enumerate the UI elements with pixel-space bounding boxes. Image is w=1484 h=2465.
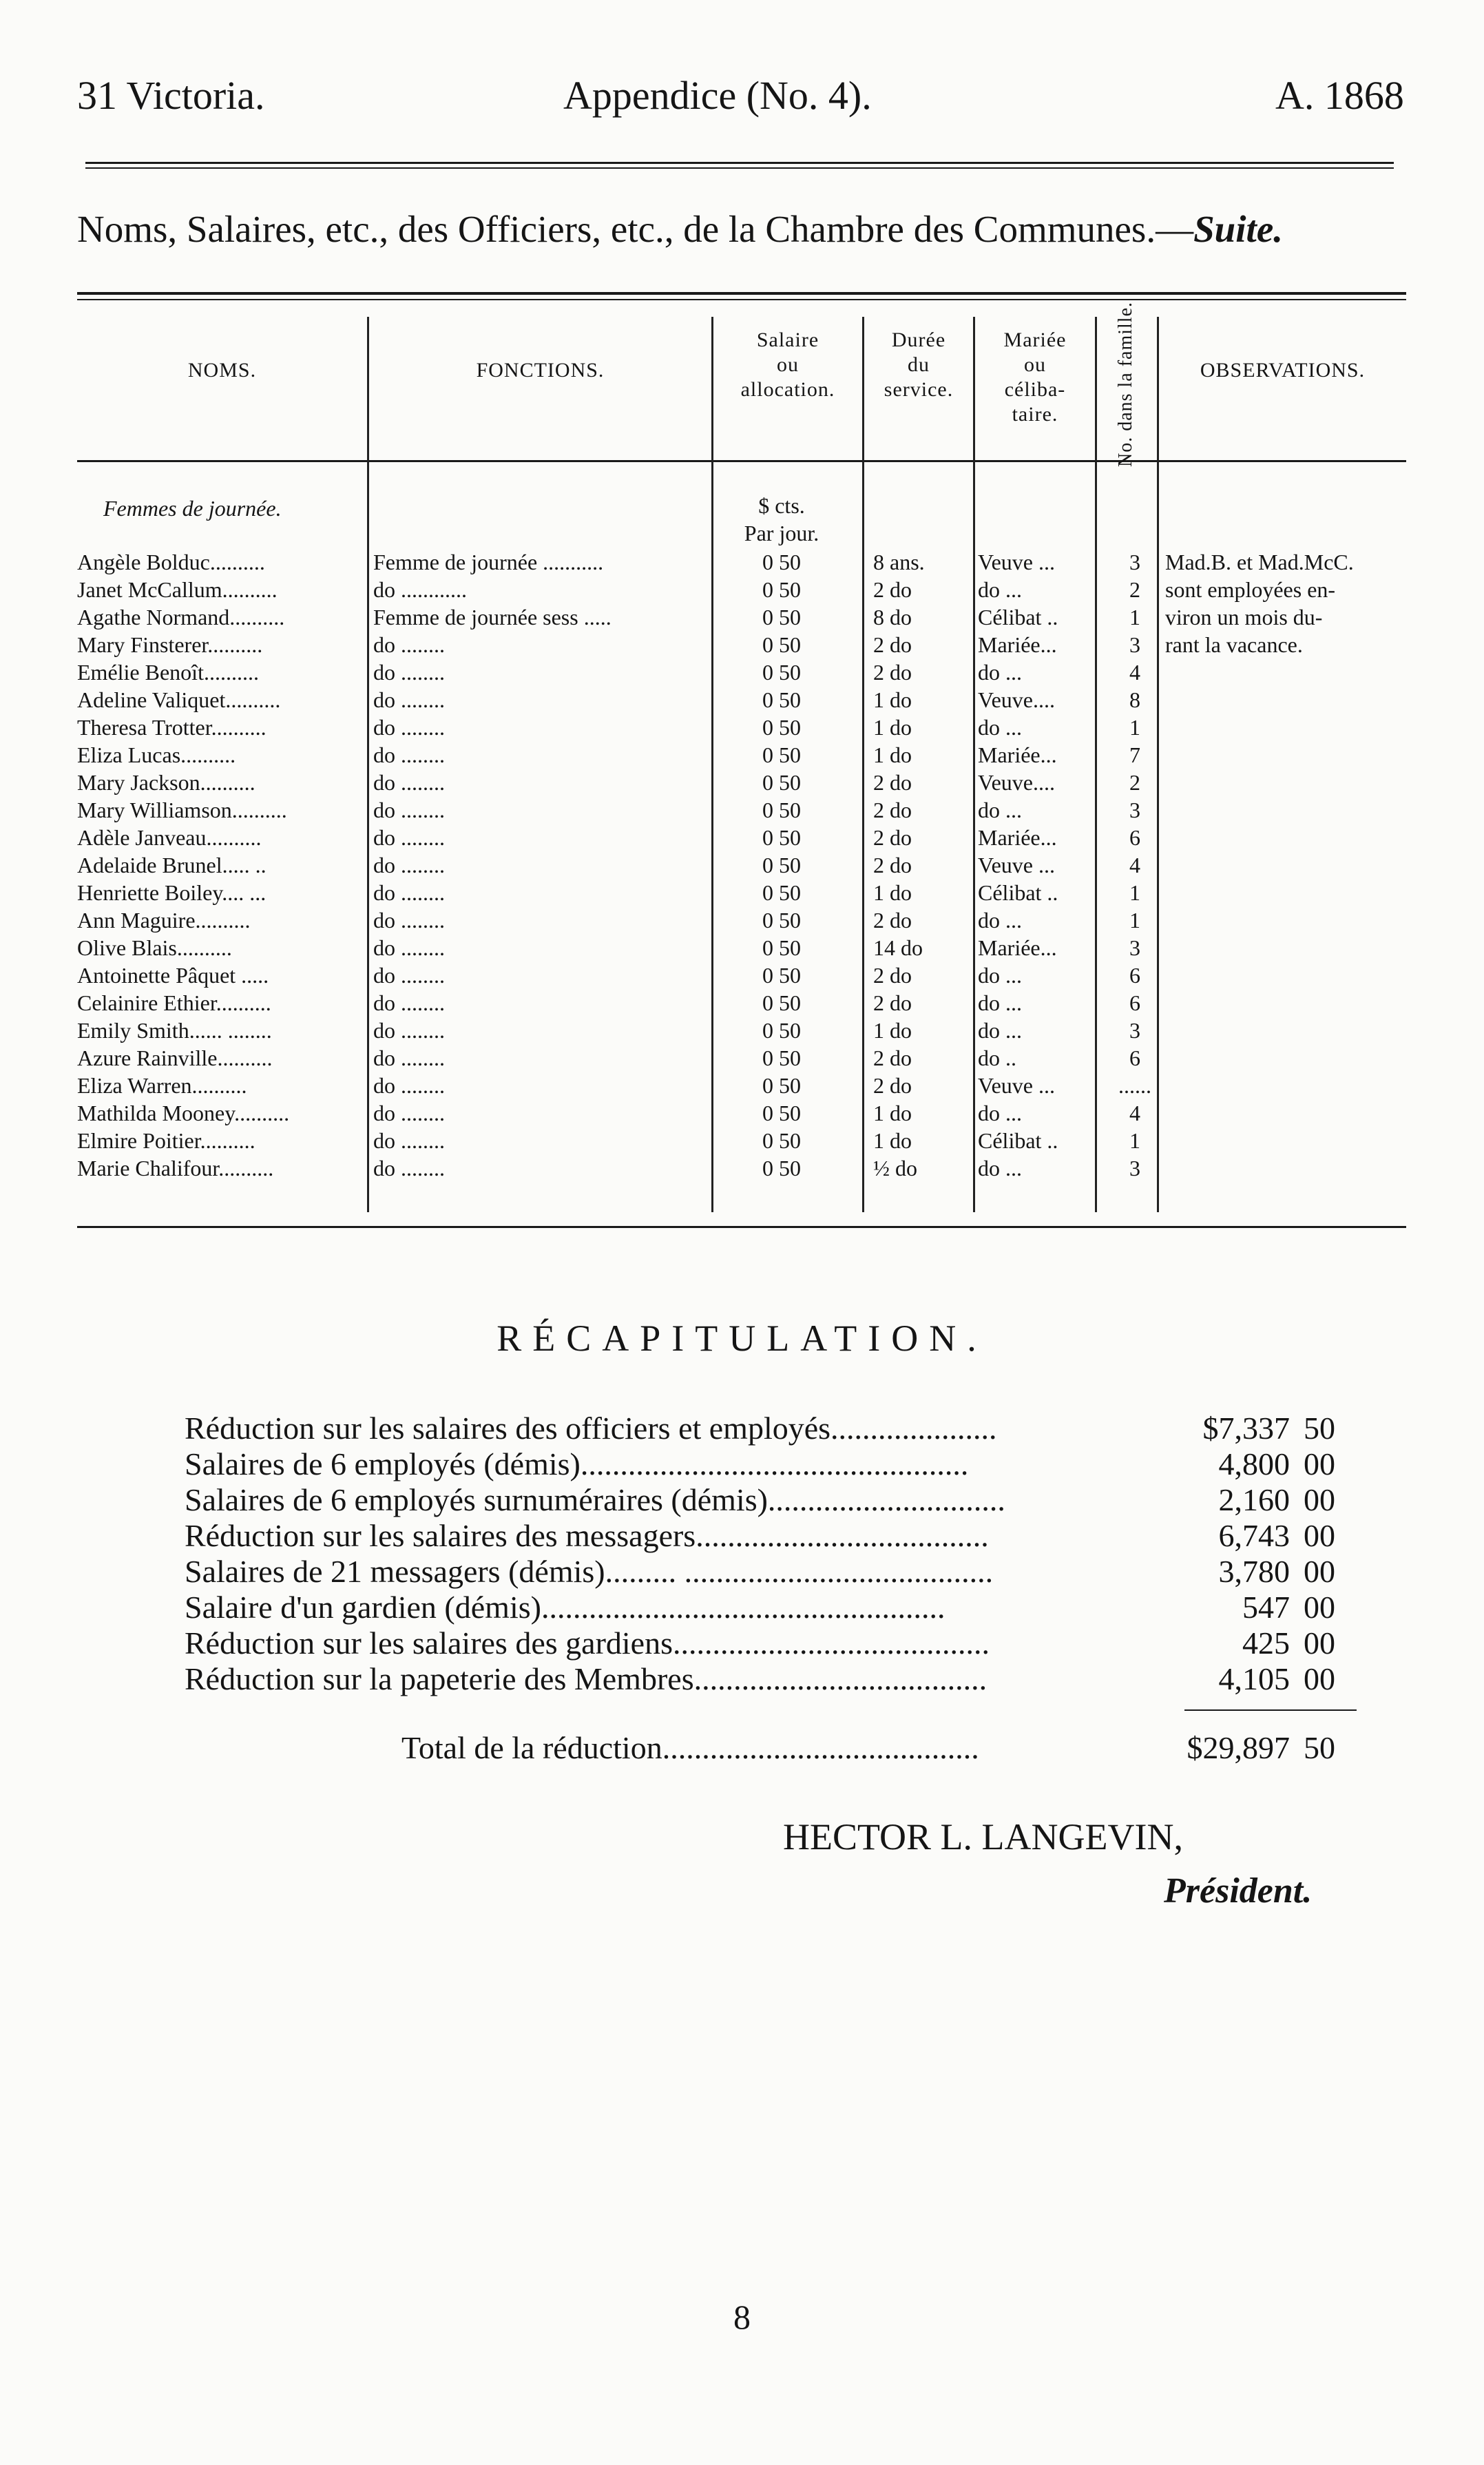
cell-nom: Eliza Lucas.......... (77, 742, 236, 767)
cell-nom: Theresa Trotter.......... (77, 715, 267, 740)
cell-etat: Mariée... (978, 742, 1057, 767)
cell-etat: do ... (978, 1101, 1022, 1125)
cell-nom: Ann Maguire.......... (77, 908, 251, 933)
cell-duree: 2 do (873, 577, 912, 602)
cell-salaire: 0 50 (762, 550, 801, 574)
recap-line-cents: 00 (1304, 1590, 1335, 1625)
recap-line (185, 1446, 1355, 1482)
col-header-mariee-line-1: Mariée (1003, 329, 1067, 351)
cell-etat: do ... (978, 990, 1022, 1015)
cell-fonction: do ........ (373, 1073, 445, 1098)
page-number: 8 (733, 2298, 751, 2336)
table-row (0, 1127, 1484, 1154)
observation-line-4: rant la vacance. (1165, 632, 1303, 657)
table-row (0, 796, 1484, 824)
col-header-duree-line-3: service. (884, 378, 954, 401)
cell-nom: Janet McCallum.......... (77, 577, 278, 602)
cell-famille: 4 (1129, 1101, 1140, 1125)
cell-nom: Antoinette Pâquet ..... (77, 963, 269, 988)
observation-line-1: Mad.B. et Mad.McC. (1165, 550, 1354, 574)
cell-nom: Mathilda Mooney.......... (77, 1101, 290, 1125)
cell-etat: Mariée... (978, 935, 1057, 960)
cell-etat: Mariée... (978, 632, 1057, 657)
cell-salaire: 0 50 (762, 853, 801, 877)
cell-duree: 1 do (873, 687, 912, 712)
table-row (0, 1044, 1484, 1072)
cell-duree: 1 do (873, 880, 912, 905)
table-row (0, 769, 1484, 796)
recap-line (185, 1661, 1355, 1697)
cell-fonction: do ........ (373, 687, 445, 712)
cell-salaire: 0 50 (762, 880, 801, 905)
recap-line-cents: 50 (1304, 1411, 1335, 1446)
table-row (0, 686, 1484, 714)
observation-line-3: viron un mois du- (1165, 605, 1323, 630)
cell-salaire: 0 50 (762, 742, 801, 767)
cell-fonction: do ........ (373, 825, 445, 850)
cell-famille: 1 (1129, 715, 1140, 740)
cell-famille: 3 (1129, 798, 1140, 822)
cell-salaire: 0 50 (762, 990, 801, 1015)
cell-nom: Mary Williamson.......... (77, 798, 287, 822)
cell-salaire: 0 50 (762, 770, 801, 795)
section-label: Femmes de journée. (103, 496, 282, 521)
recap-line (185, 1482, 1355, 1518)
table-rule-top (77, 292, 1406, 295)
cell-nom: Adelaide Brunel..... .. (77, 853, 267, 877)
recap-line-label: Salaire d'un gardien (démis)................................................... (185, 1590, 945, 1625)
cell-etat: Veuve ... (978, 1073, 1055, 1098)
cell-etat: do ... (978, 798, 1022, 822)
cell-duree: 2 do (873, 990, 912, 1015)
cell-duree: 2 do (873, 798, 912, 822)
cell-famille: 1 (1129, 605, 1140, 630)
cell-duree: 2 do (873, 770, 912, 795)
cell-etat: do ... (978, 963, 1022, 988)
recap-line-cents: 00 (1304, 1625, 1335, 1661)
table-row (0, 934, 1484, 961)
recap-line-label: Salaires de 6 employés (démis)................................................. (185, 1446, 969, 1481)
cell-famille: 2 (1129, 770, 1140, 795)
header-rule-bottom (85, 167, 1394, 169)
recap-line-amount: 4,800 (1218, 1446, 1290, 1481)
table-row (0, 658, 1484, 686)
cell-etat: do ... (978, 1018, 1022, 1043)
cell-salaire: 0 50 (762, 825, 801, 850)
cell-famille: 3 (1129, 1156, 1140, 1181)
running-header-right: A. 1868 (1275, 73, 1404, 118)
cell-famille: 1 (1129, 908, 1140, 933)
col-header-mariee-line-2: ou (1024, 353, 1046, 376)
signature-name: HECTOR L. LANGEVIN, (783, 1816, 1183, 1858)
cell-etat: Veuve.... (978, 687, 1055, 712)
table-rule-top-inner (77, 299, 1406, 300)
page-subtitle (77, 207, 1283, 252)
recap-line-cents: 00 (1304, 1482, 1335, 1517)
recap-line-label: Salaires de 21 messagers (démis)......... ....................................... (185, 1554, 994, 1589)
cell-duree: ½ do (873, 1156, 917, 1181)
recap-line-amount: 2,160 (1218, 1482, 1290, 1517)
recap-line-label: Réduction sur les salaires des messagers..................................... (185, 1518, 989, 1553)
total-rule (1184, 1709, 1357, 1711)
cell-famille: ...... (1118, 1073, 1151, 1098)
recap-line (185, 1590, 1355, 1625)
cell-famille: 7 (1129, 742, 1140, 767)
recap-line-label: Salaires de 6 employés surnuméraires (démis).............................. (185, 1482, 1005, 1517)
cell-fonction: do ........ (373, 1046, 445, 1070)
recap-title: RÉCAPITULATION. (497, 1318, 987, 1359)
cell-famille: 8 (1129, 687, 1140, 712)
subtitle-text: Noms, Salaires, etc., des Officiers, etc., de la Chambre des Communes.— (77, 208, 1194, 250)
cell-nom: Henriette Boiley.... ... (77, 880, 267, 905)
recap-total-cents: 50 (1304, 1730, 1335, 1765)
cell-etat: do ... (978, 660, 1022, 685)
cell-famille: 1 (1129, 880, 1140, 905)
cell-etat: Veuve.... (978, 770, 1055, 795)
cell-fonction: do ........ (373, 770, 445, 795)
recap-line (185, 1518, 1355, 1554)
cell-salaire: 0 50 (762, 1073, 801, 1098)
cell-nom: Marie Chalifour.......... (77, 1156, 274, 1181)
running-header-center: Appendice (No. 4). (563, 73, 872, 118)
cell-nom: Celainire Ethier.......... (77, 990, 271, 1015)
cell-fonction: do ........ (373, 1018, 445, 1043)
cell-fonction: do ........ (373, 742, 445, 767)
table-row (0, 879, 1484, 906)
table-row (0, 1099, 1484, 1127)
cell-famille: 6 (1129, 990, 1140, 1015)
cell-duree: 1 do (873, 715, 912, 740)
cell-salaire: 0 50 (762, 1128, 801, 1153)
recap-total-amount: $29,897 (1187, 1730, 1290, 1765)
cell-fonction: do ........ (373, 1128, 445, 1153)
cell-duree: 8 do (873, 605, 912, 630)
cell-duree: 2 do (873, 660, 912, 685)
cell-etat: Veuve ... (978, 550, 1055, 574)
cell-fonction: do ........ (373, 715, 445, 740)
cell-famille: 6 (1129, 1046, 1140, 1070)
recap-line-label: Réduction sur les salaires des gardiens........................................ (185, 1625, 990, 1661)
cell-famille: 4 (1129, 660, 1140, 685)
col-header-salaire-line-2: ou (777, 353, 799, 376)
col-header-mariee-line-3: céliba- (1004, 378, 1066, 401)
table-rule-bottom (77, 1226, 1406, 1228)
recap-line-amount: $7,337 (1202, 1411, 1290, 1446)
cell-nom: Mary Jackson.......... (77, 770, 255, 795)
recap-line-label: Réduction sur les salaires des officiers et employés..................... (185, 1411, 997, 1446)
cell-salaire: 0 50 (762, 935, 801, 960)
table-row (0, 906, 1484, 934)
cell-nom: Emily Smith...... ........ (77, 1018, 272, 1043)
salary-unit: $ cts. (758, 493, 805, 518)
cell-etat: Célibat .. (978, 1128, 1058, 1153)
table-row (0, 851, 1484, 879)
recap-line (185, 1411, 1355, 1446)
cell-duree: 8 ans. (873, 550, 925, 574)
col-header-duree-line-2: du (908, 353, 930, 376)
cell-nom: Emélie Benoît.......... (77, 660, 259, 685)
cell-etat: do ... (978, 577, 1022, 602)
cell-nom: Olive Blais.......... (77, 935, 232, 960)
col-header-fonctions: FONCTIONS. (476, 359, 605, 382)
cell-fonction: do ........ (373, 660, 445, 685)
table-rule-header (77, 460, 1406, 462)
cell-duree: 1 do (873, 1101, 912, 1125)
signature-title: Président. (1164, 1871, 1313, 1911)
cell-fonction: Femme de journée sess ..... (373, 605, 612, 630)
salary-period: Par jour. (744, 521, 819, 545)
recap-line (185, 1625, 1355, 1661)
cell-famille: 1 (1129, 1128, 1140, 1153)
recap-total (185, 1730, 1355, 1766)
recap-line-amount: 425 (1242, 1625, 1290, 1661)
recap-line-cents: 00 (1304, 1446, 1335, 1481)
table-row (0, 1017, 1484, 1044)
cell-nom: Adèle Janveau.......... (77, 825, 262, 850)
cell-etat: Célibat .. (978, 880, 1058, 905)
cell-etat: Mariée... (978, 825, 1057, 850)
cell-duree: 1 do (873, 1018, 912, 1043)
table-row (0, 741, 1484, 769)
cell-fonction: do ........ (373, 1156, 445, 1181)
cell-duree: 2 do (873, 1073, 912, 1098)
cell-fonction: do ........ (373, 990, 445, 1015)
cell-fonction: do ........ (373, 935, 445, 960)
table-row (0, 1072, 1484, 1099)
recap-line-amount: 6,743 (1218, 1518, 1290, 1553)
recap-line-cents: 00 (1304, 1554, 1335, 1589)
cell-salaire: 0 50 (762, 908, 801, 933)
recap-line-amount: 4,105 (1218, 1661, 1290, 1696)
cell-duree: 2 do (873, 825, 912, 850)
cell-fonction: do ........ (373, 632, 445, 657)
cell-etat: Veuve ... (978, 853, 1055, 877)
cell-fonction: do ........ (373, 963, 445, 988)
cell-fonction: do ........ (373, 1101, 445, 1125)
recap-total-label: Total de la réduction........................................ (401, 1730, 979, 1765)
cell-salaire: 0 50 (762, 577, 801, 602)
recap-line-cents: 00 (1304, 1661, 1335, 1696)
cell-etat: do ... (978, 715, 1022, 740)
cell-salaire: 0 50 (762, 963, 801, 988)
cell-duree: 2 do (873, 853, 912, 877)
table-row (0, 824, 1484, 851)
cell-nom: Adeline Valiquet.......... (77, 687, 281, 712)
col-header-duree-line-1: Durée (891, 329, 946, 351)
running-header-left: 31 Victoria. (77, 73, 265, 118)
cell-fonction: Femme de journée ........... (373, 550, 604, 574)
cell-famille: 6 (1129, 825, 1140, 850)
observation-line-2: sont employées en- (1165, 577, 1336, 602)
recap-line-amount: 547 (1242, 1590, 1290, 1625)
col-header-mariee (975, 328, 1095, 427)
cell-duree: 2 do (873, 1046, 912, 1070)
table-row (0, 989, 1484, 1017)
cell-fonction: do ........ (373, 853, 445, 877)
cell-famille: 3 (1129, 935, 1140, 960)
cell-salaire: 0 50 (762, 1101, 801, 1125)
cell-famille: 4 (1129, 853, 1140, 877)
col-header-noms: NOMS. (187, 359, 257, 382)
cell-fonction: do ........ (373, 798, 445, 822)
cell-etat: do ... (978, 1156, 1022, 1181)
cell-nom: Angèle Bolduc.......... (77, 550, 265, 574)
cell-famille: 2 (1129, 577, 1140, 602)
cell-salaire: 0 50 (762, 1018, 801, 1043)
cell-fonction: do ........ (373, 880, 445, 905)
col-header-salaire-line-3: allocation. (740, 378, 835, 401)
col-header-famille: No. dans la famille. (1115, 301, 1136, 468)
col-header-salaire-line-1: Salaire (756, 329, 819, 351)
cell-duree: 1 do (873, 742, 912, 767)
cell-duree: 2 do (873, 908, 912, 933)
recap-line-amount: 3,780 (1218, 1554, 1290, 1589)
recap-line (185, 1554, 1355, 1590)
cell-duree: 2 do (873, 963, 912, 988)
cell-nom: Eliza Warren.......... (77, 1073, 247, 1098)
table-row (0, 961, 1484, 989)
cell-famille: 3 (1129, 1018, 1140, 1043)
cell-salaire: 0 50 (762, 1156, 801, 1181)
cell-salaire: 0 50 (762, 715, 801, 740)
table-row (0, 1154, 1484, 1182)
cell-salaire: 0 50 (762, 632, 801, 657)
header-rule-top (85, 162, 1394, 164)
col-header-observations: OBSERVATIONS. (1200, 359, 1366, 382)
col-header-salaire (713, 328, 862, 402)
cell-etat: do ... (978, 908, 1022, 933)
cell-salaire: 0 50 (762, 798, 801, 822)
cell-salaire: 0 50 (762, 660, 801, 685)
cell-famille: 3 (1129, 632, 1140, 657)
cell-fonction: do ............ (373, 577, 467, 602)
recap-line-cents: 00 (1304, 1518, 1335, 1553)
cell-salaire: 0 50 (762, 1046, 801, 1070)
cell-salaire: 0 50 (762, 605, 801, 630)
cell-famille: 3 (1129, 550, 1140, 574)
cell-etat: Célibat .. (978, 605, 1058, 630)
cell-nom: Elmire Poitier.......... (77, 1128, 255, 1153)
cell-salaire: 0 50 (762, 687, 801, 712)
cell-nom: Agathe Normand.......... (77, 605, 285, 630)
cell-nom: Azure Rainville.......... (77, 1046, 273, 1070)
subtitle-suite: Suite. (1193, 208, 1283, 250)
table-row (0, 714, 1484, 741)
cell-nom: Mary Finsterer.......... (77, 632, 263, 657)
cell-etat: do .. (978, 1046, 1016, 1070)
cell-fonction: do ........ (373, 908, 445, 933)
col-header-duree (864, 328, 973, 402)
cell-duree: 1 do (873, 1128, 912, 1153)
col-header-mariee-line-4: taire. (1012, 403, 1058, 426)
cell-duree: 14 do (873, 935, 923, 960)
cell-duree: 2 do (873, 632, 912, 657)
recap-line-label: Réduction sur la papeterie des Membres..................................... (185, 1661, 987, 1696)
cell-famille: 6 (1129, 963, 1140, 988)
